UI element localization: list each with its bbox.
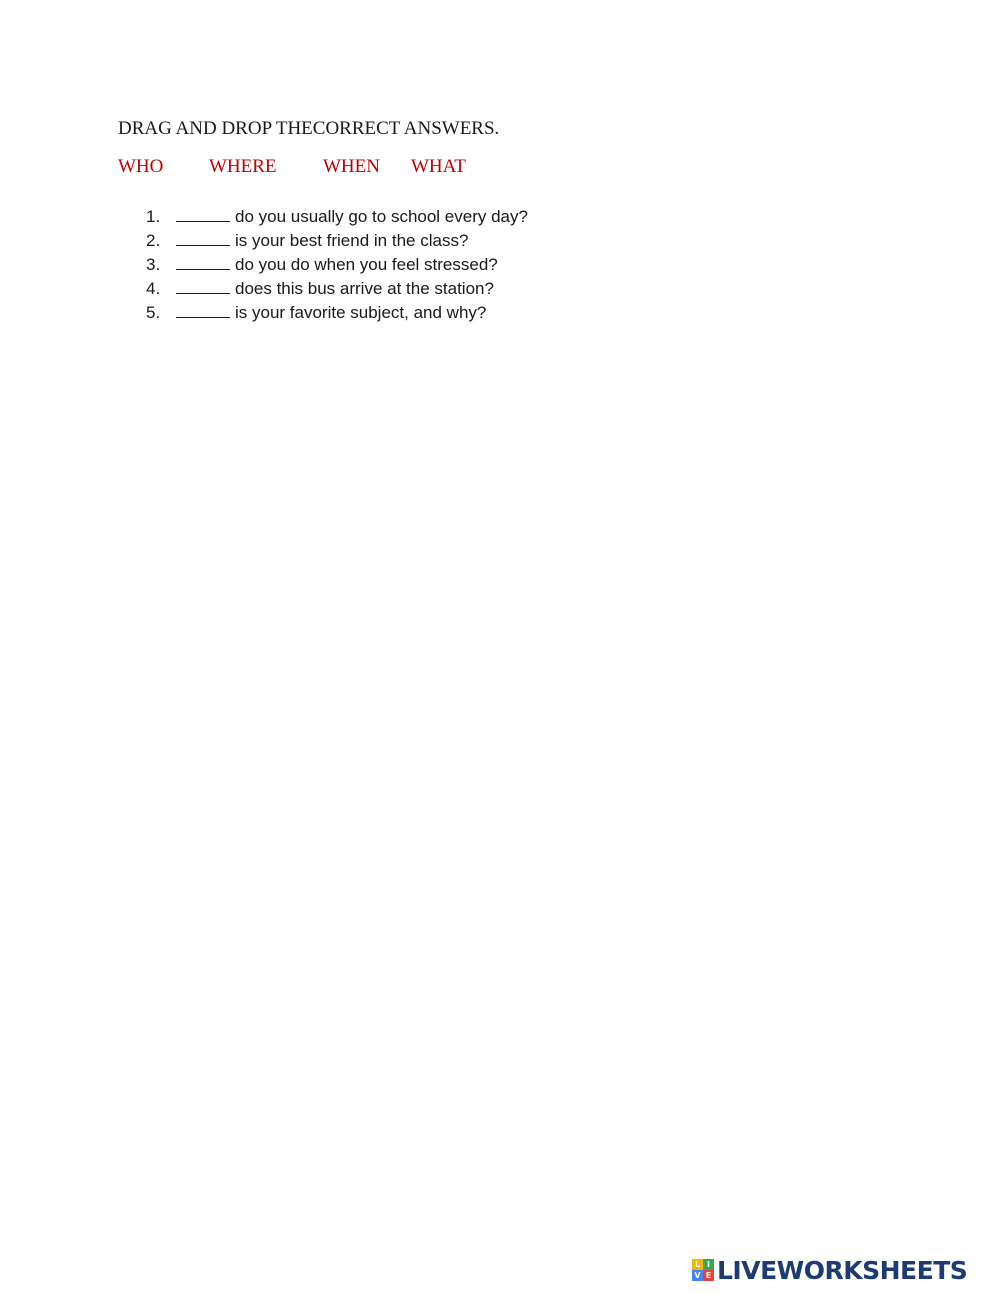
answer-drop-zone[interactable] [176,278,230,294]
question-number: 2. [146,231,161,250]
word-option-where[interactable]: WHERE [209,156,277,177]
question-number: 1. [146,207,161,226]
answer-drop-zone[interactable] [176,206,230,222]
liveworksheets-logo [692,1255,967,1285]
answer-drop-zone[interactable] [176,302,230,318]
question-list [146,206,706,326]
word-option-when[interactable]: WHEN [323,156,380,177]
question-number: 3. [146,255,161,274]
instruction-heading: DRAG AND DROP THECORRECT ANSWERS. [118,118,500,139]
question-text: is your favorite subject, and why? [235,303,487,322]
word-option-what[interactable]: WHAT [411,156,466,177]
question-item [146,254,706,278]
brand-name: LIVEWORKSHEETS [717,1255,968,1285]
word-bank [118,156,538,180]
answer-drop-zone[interactable] [176,254,230,270]
logo-letter: I [703,1259,714,1270]
logo-letter: L [692,1259,703,1270]
logo-letter: V [692,1270,703,1281]
question-item [146,206,706,230]
question-text: is your best friend in the class? [235,231,469,250]
question-number: 4. [146,279,161,298]
question-text: do you do when you feel stressed? [235,255,498,274]
question-text: do you usually go to school every day? [235,207,528,226]
question-item [146,230,706,254]
word-option-who[interactable]: WHO [118,156,164,177]
question-item [146,278,706,302]
logo-mark-icon [692,1259,714,1281]
question-text: does this bus arrive at the station? [235,279,494,298]
question-item [146,302,706,326]
answer-drop-zone[interactable] [176,230,230,246]
logo-letter: E [703,1270,714,1281]
question-number: 5. [146,303,161,322]
